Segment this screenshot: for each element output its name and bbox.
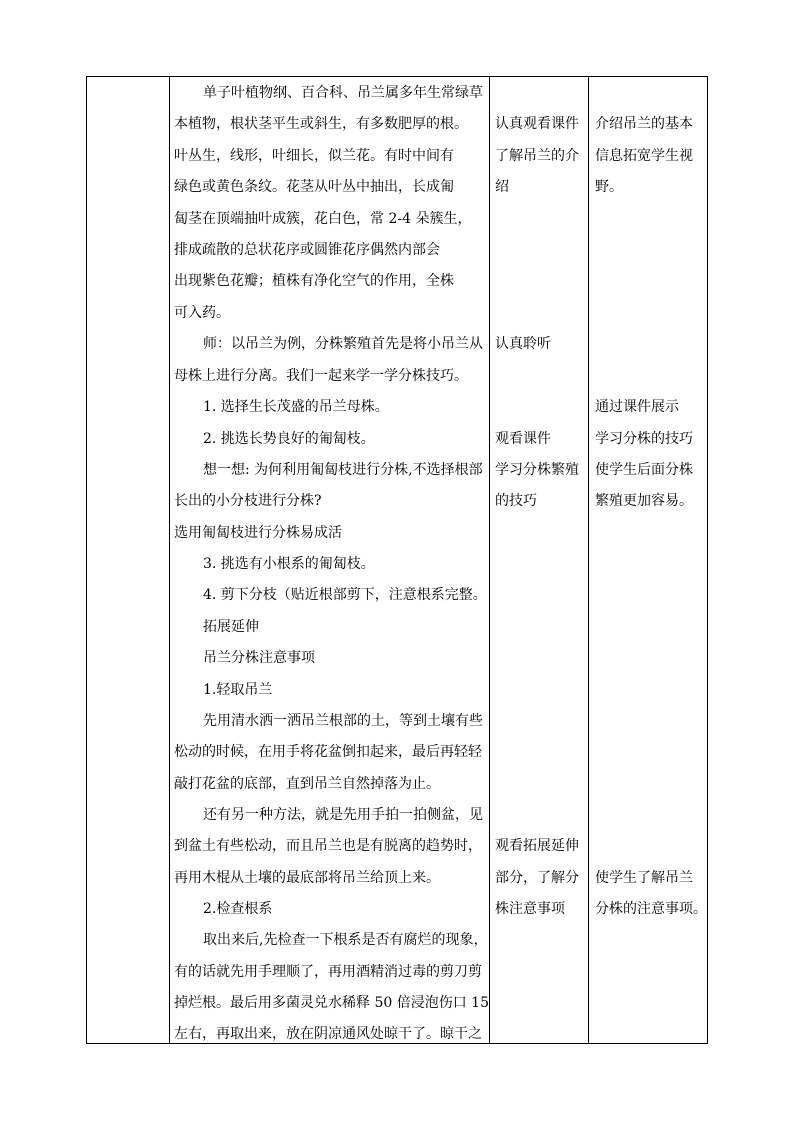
- student-line: 株注意事项: [495, 901, 565, 917]
- intent-line: 使学生了解吊兰: [595, 870, 693, 886]
- content-line: 单子叶植物纲、百合科、吊兰属多年生常绿草: [203, 85, 483, 101]
- content-line: 4. 剪下分枝（贴近根部剪下，注意根系完整。: [203, 587, 487, 603]
- student-line: 学习分株繁殖: [495, 462, 579, 478]
- student-line: 的技巧: [495, 493, 537, 509]
- content-line: 叶丛生，线形，叶细长，似兰花。有时中间有: [174, 148, 454, 164]
- content-line: 师：以吊兰为例，分株繁殖首先是将小吊兰从: [203, 336, 483, 352]
- content-line: 松动的时候，在用手将花盆倒扣起来，最后再轻轻: [174, 744, 482, 760]
- content-line: 想一想: 为何利用匍匐枝进行分株,不选择根部: [203, 462, 483, 478]
- intent-line: 繁殖更加容易。: [595, 493, 693, 509]
- student-line: 部分，了解分: [495, 870, 579, 886]
- student-line: 观看拓展延伸: [495, 838, 579, 854]
- content-line: 母株上进行分离。我们一起来学一学分株技巧。: [174, 368, 468, 384]
- content-line: 2.检查根系: [203, 901, 273, 917]
- content-line: 选用匍匐枝进行分株易成活: [174, 525, 342, 541]
- content-line: 出现紫色花瓣；植株有净化空气的作用，全株: [174, 273, 454, 289]
- content-line: 可入药。: [174, 305, 230, 321]
- intent-line: 分株的注意事项。: [595, 901, 707, 917]
- student-line: 绍: [495, 179, 509, 195]
- content-line: 左右，再取出来，放在阴凉通风处晾干了。晾干之: [174, 1026, 482, 1042]
- student-line: 了解吊兰的介: [495, 148, 579, 164]
- content-line: 拓展延伸: [203, 619, 259, 635]
- content-line: 敲打花盆的底部，直到吊兰自然掉落为止。: [174, 776, 440, 792]
- intent-line: 使学生后面分株: [595, 462, 693, 478]
- content-line: 3. 挑选有小根系的匍匐枝。: [203, 556, 375, 572]
- content-line: 再用木棍从土壤的最底部将吊兰给顶上来。: [174, 870, 440, 886]
- content-line: 绿色或黄色条纹。花茎从叶丛中抽出，长成匍: [174, 179, 454, 195]
- content-line: 掉烂根。最后用多菌灵兑水稀释 50 倍浸泡伤口 15: [174, 995, 489, 1011]
- student-line: 认真观看课件: [495, 116, 579, 132]
- student-activity-column: [489, 77, 588, 1043]
- content-line: 还有另一种方法，就是先用手拍一拍侧盆，见: [203, 807, 483, 823]
- intent-line: 通过课件展示: [595, 399, 679, 415]
- design-intent-column: [588, 77, 709, 1043]
- intent-line: 学习分株的技巧: [595, 431, 693, 447]
- content-line: 取出来后,先检查一下根系是否有腐烂的现象，: [203, 932, 488, 948]
- intent-line: 信息拓宽学生视: [595, 148, 693, 164]
- content-line: 有的话就先用手理顺了，再用酒精消过毒的剪刀剪: [174, 964, 482, 980]
- content-line: 本植物，根状茎平生或斜生，有多数肥厚的根。: [174, 116, 468, 132]
- student-line: 观看课件: [495, 431, 551, 447]
- content-line: 2. 挑选长势良好的匍匐枝。: [203, 431, 375, 447]
- content-line: 先用清水洒一洒吊兰根部的土，等到土壤有些: [203, 713, 483, 729]
- intent-line: 野。: [595, 179, 623, 195]
- content-line: 长出的小分枝进行分株?: [174, 493, 322, 509]
- content-line: 排成疏散的总状花序或圆锥花序偶然内部会: [174, 242, 440, 258]
- lesson-table: [86, 76, 708, 1044]
- content-column: [169, 77, 489, 1043]
- content-line: 到盆土有些松动，而且吊兰也是有脱离的趋势时，: [174, 838, 482, 854]
- content-line: 匐茎在顶端抽叶成簇，花白色，常 2-4 朵簇生，: [174, 211, 472, 227]
- content-line: 1.轻取吊兰: [203, 682, 273, 698]
- content-line: 1. 选择生长茂盛的吊兰母株。: [203, 399, 389, 415]
- intent-line: 介绍吊兰的基本: [595, 116, 693, 132]
- stage-column: [87, 77, 169, 1043]
- content-line: 吊兰分株注意事项: [203, 650, 315, 666]
- student-line: 认真聆听: [495, 336, 551, 352]
